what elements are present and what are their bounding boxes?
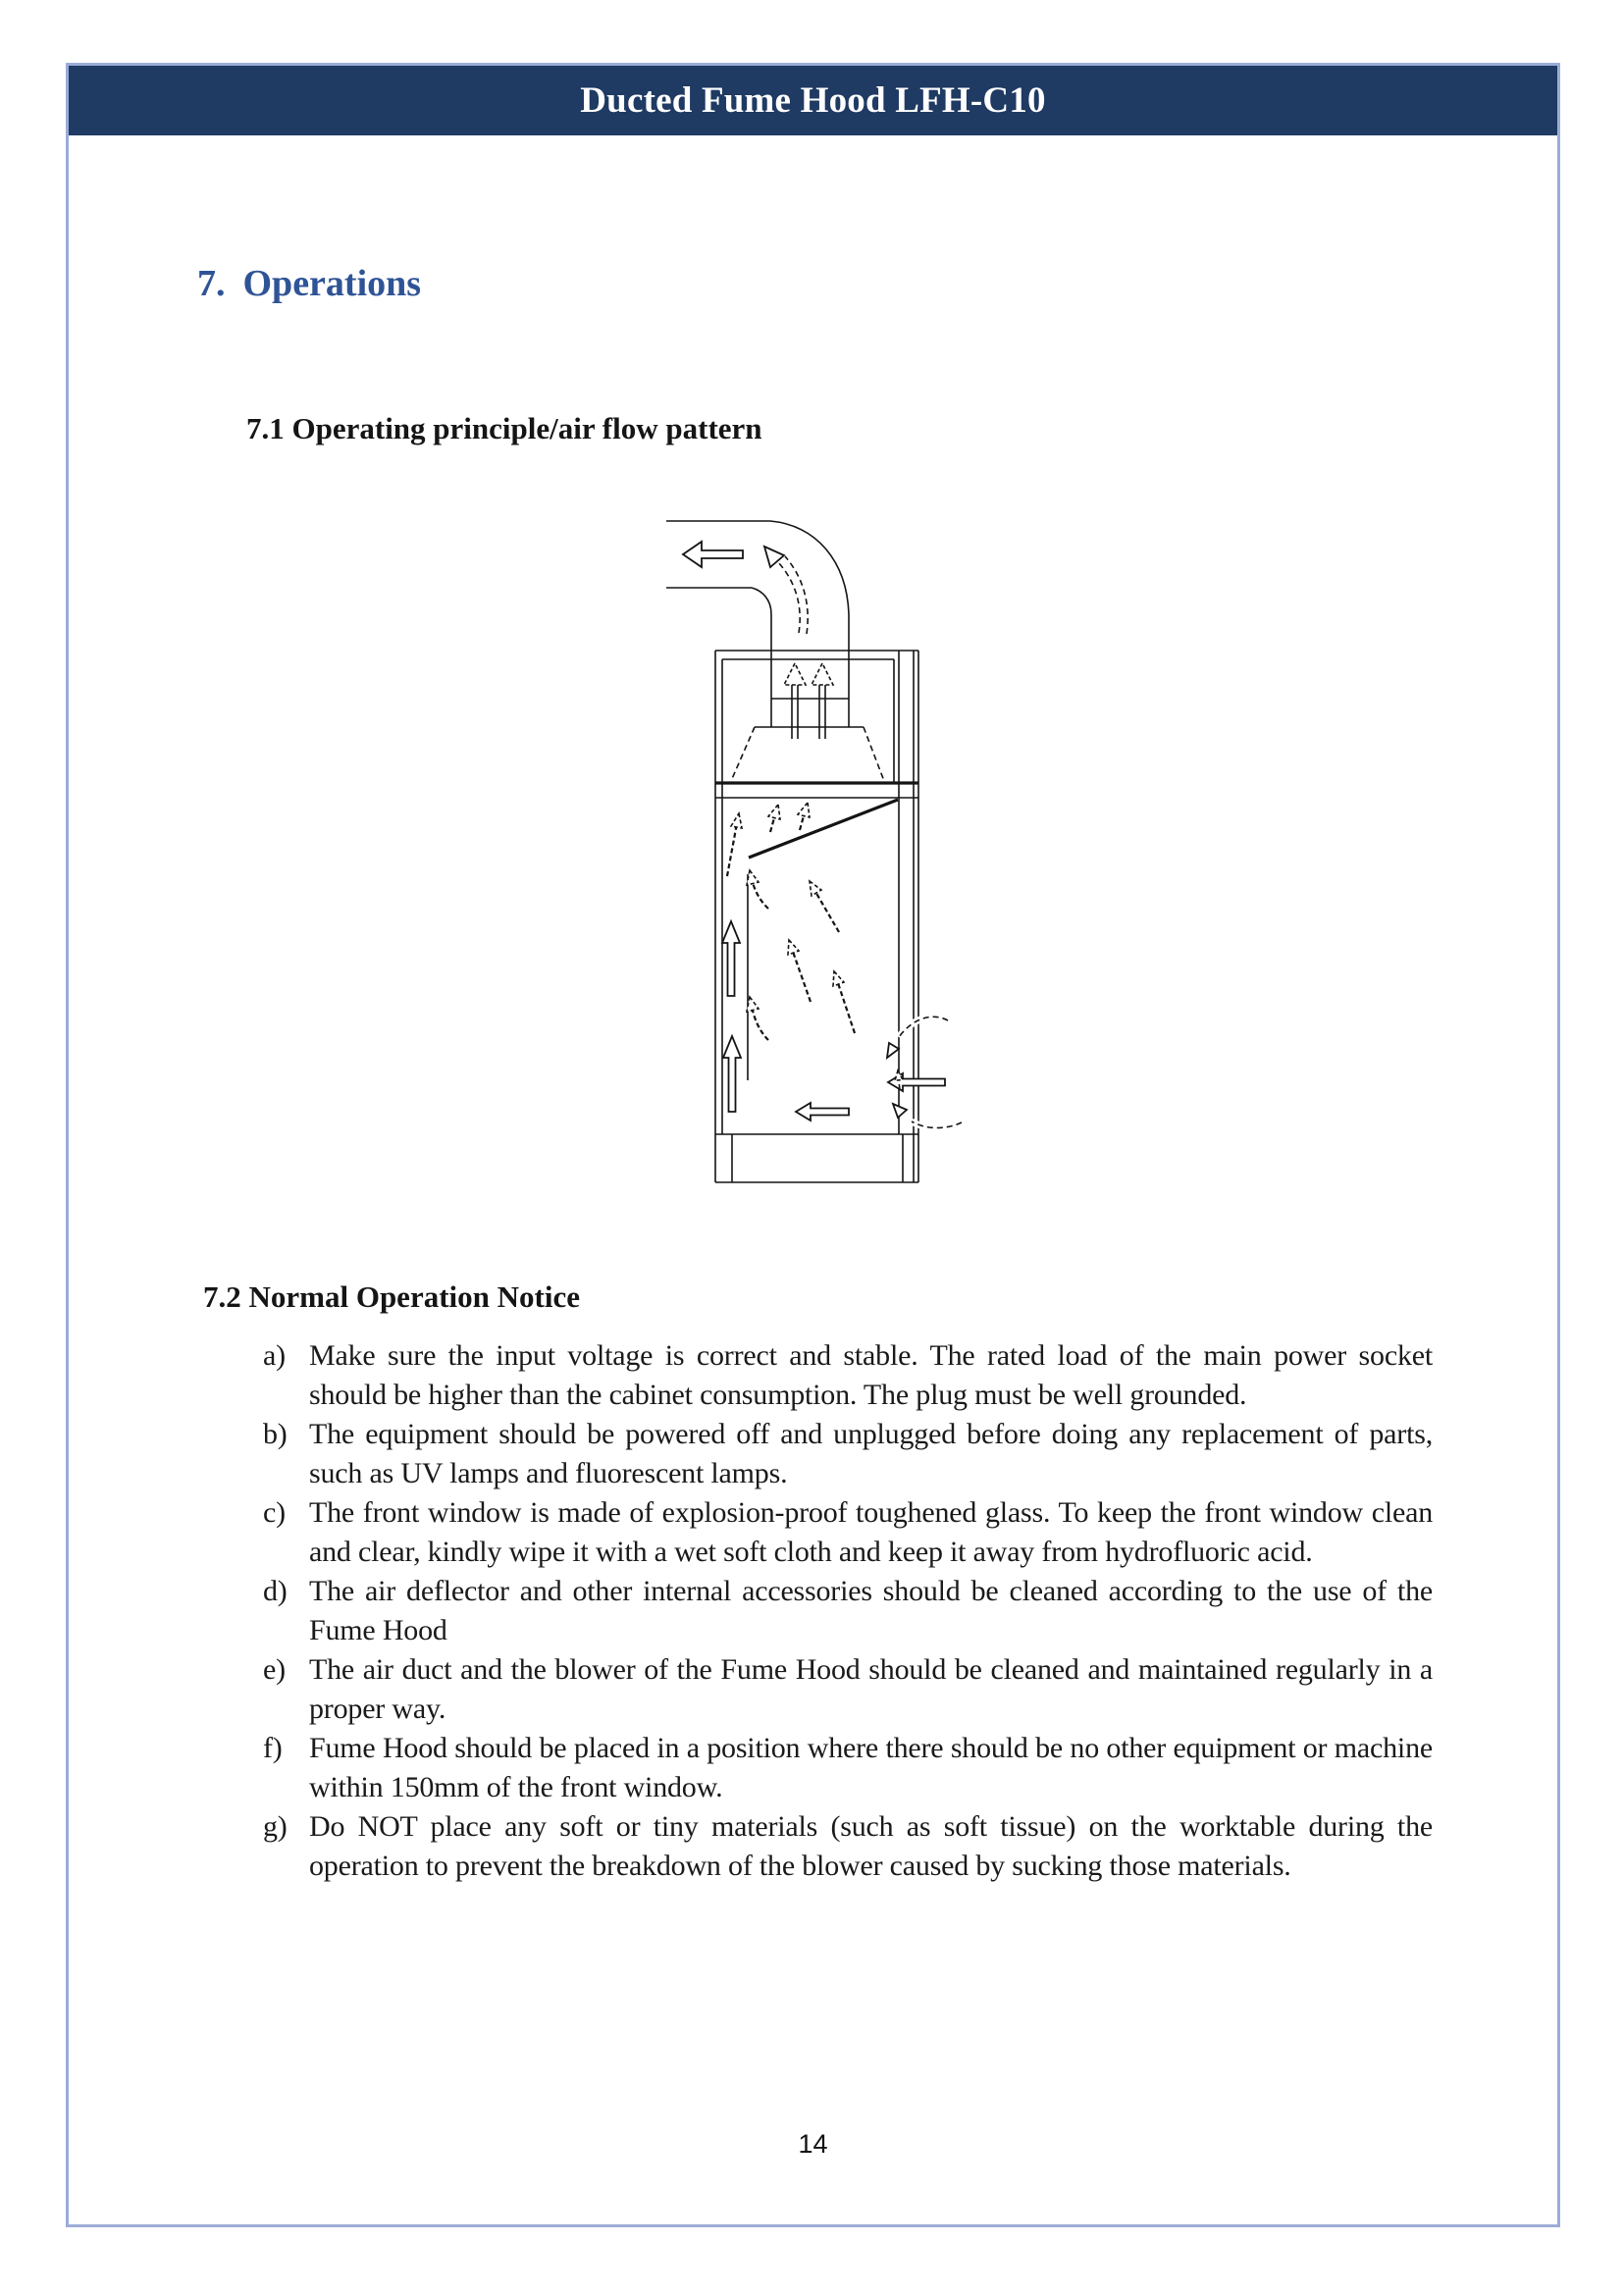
window-inflow-arrow-icon <box>887 1017 962 1127</box>
header-bar <box>69 66 1557 135</box>
list-item-text: The air deflector and other internal accessories should be cleaned according to the use of the Fume Hood <box>309 1575 1433 1646</box>
upflow-arrow-icon <box>722 921 741 1112</box>
air-deflector <box>748 800 898 1080</box>
page-number: 14 <box>798 2129 828 2159</box>
list-item <box>263 1729 1433 1807</box>
list-item-text: The front window is made of explosion-proof toughened glass. To keep the front window clean and clear, kindly wipe it with a wet soft cloth and keep it away from hydrofluoric acid. <box>309 1496 1433 1568</box>
list-item-text: The air duct and the blower of the Fume Hood should be cleaned and maintained regularly in a proper way. <box>309 1653 1433 1725</box>
list-item-text: Make sure the input voltage is correct and stable. The rated load of the main power socket should be higher than the cabinet consumption. The plug must be well grounded. <box>309 1339 1433 1411</box>
list-marker: e) <box>263 1653 286 1686</box>
list-item <box>263 1336 1433 1415</box>
page-border <box>66 63 1560 2227</box>
chamber-airflow-arrow-icon <box>727 803 855 1040</box>
notice-list <box>263 1336 1433 1886</box>
list-item-text: Do NOT place any soft or tiny materials (such as soft tissue) on the worktable during the operation to prevent the breakdown of the blower caused by sucking those materials. <box>309 1810 1433 1882</box>
list-item <box>263 1493 1433 1572</box>
list-item <box>263 1650 1433 1729</box>
subsection-heading-7-2: 7.2 Normal Operation Notice <box>203 1279 580 1314</box>
fan-chamber <box>715 651 918 1182</box>
subsection-heading-7-1: 7.1 Operating principle/air flow pattern <box>246 411 762 445</box>
list-marker: c) <box>263 1496 286 1529</box>
list-item <box>263 1572 1433 1650</box>
cabinet-base <box>715 1134 918 1182</box>
section-number: 7. <box>197 263 226 304</box>
list-marker: b) <box>263 1418 288 1450</box>
list-item <box>263 1807 1433 1886</box>
exhaust-out-arrow-icon <box>683 542 743 567</box>
header-title: Ducted Fume Hood LFH-C10 <box>580 80 1046 121</box>
list-item <box>263 1415 1433 1493</box>
worktop-sweep-arrow-icon <box>796 1103 849 1121</box>
list-marker: f) <box>263 1732 283 1764</box>
list-item-text: Fume Hood should be placed in a position where there should be no other equipment or machine within 150mm of the front window. <box>309 1732 1433 1803</box>
section-title: Operations <box>242 263 422 304</box>
section-heading-operations <box>197 262 421 305</box>
list-item-text: The equipment should be powered off and unplugged before doing any replacement of parts, such as UV lamps and fluorescent lamps. <box>309 1418 1433 1489</box>
list-marker: g) <box>263 1810 288 1843</box>
list-marker: d) <box>263 1575 288 1607</box>
list-marker: a) <box>263 1339 286 1372</box>
airflow-diagram <box>582 484 1053 1200</box>
